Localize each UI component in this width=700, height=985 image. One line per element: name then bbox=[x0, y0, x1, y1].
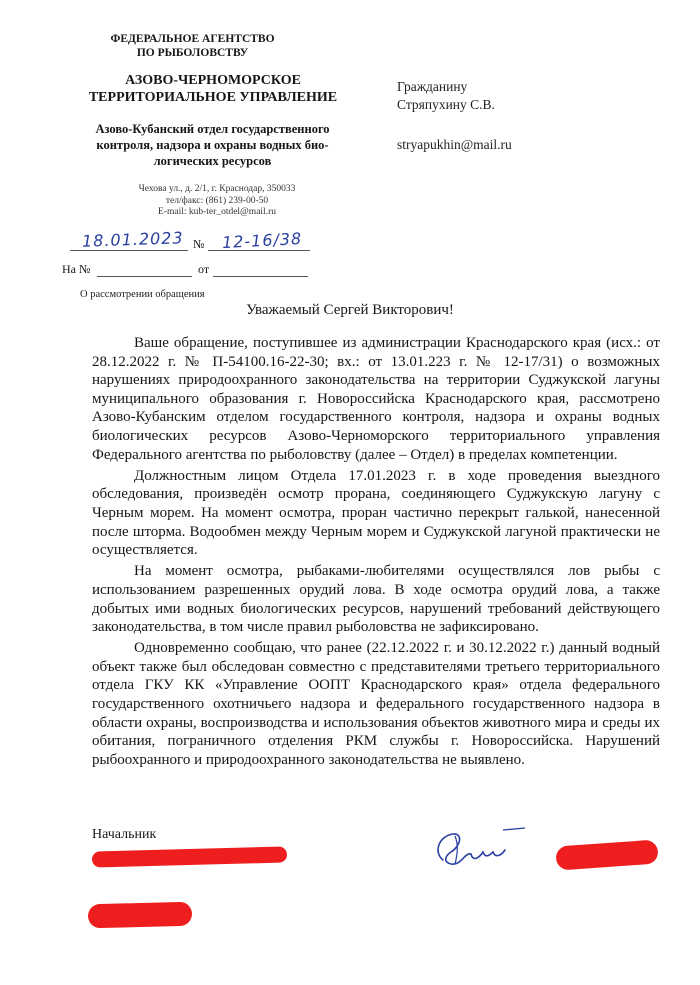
letter-body bbox=[92, 334, 660, 772]
body-paragraph: Ваше обращение, поступившее из администрации Краснодарского края (исх.: от 28.12.2022 г. № П-54100.16-22-30; вх.: от 13.01.223 г. № 12-17/31) о возможных нарушениях природоохранного законодательства на территории Суджукской лагуны муниципального образования г. Новороссийска Краснодарского края, рассмотрено Азово-Кубанским отделом государственного контроля, надзора и охраны водных биологических ресурсов Азово-Черноморского территориального управления Федерального агентства по рыболовству (далее – Отдел) в пределах компетенции. bbox=[92, 335, 660, 463]
body-paragraph: Должностным лицом Отдела 17.01.2023 г. в ходе проведения выездного обследования, произведён осмотр прорана, соединяющего Суджукскую лагуну с Черным морем. На момент осмотра, проран частично перекрыт галькой, нанесенной после шторма. Водообмен между Черным морем и Суджукской лагуной практически не осуществляется. bbox=[92, 467, 660, 559]
reference-date-line bbox=[213, 276, 308, 277]
number-label: № bbox=[193, 237, 205, 251]
territorial-administration-name: АЗОВО-ЧЕРНОМОРСКОЕ ТЕРРИТОРИАЛЬНОЕ УПРАВЛЕНИЕ bbox=[88, 73, 338, 105]
recipient-title: Гражданину bbox=[397, 79, 468, 94]
redacted-signer-surname bbox=[555, 839, 658, 870]
redacted-executor-info bbox=[88, 902, 193, 929]
reference-date-label: от bbox=[198, 262, 210, 276]
signer-position: Начальник bbox=[92, 827, 157, 842]
department-address: Чехова ул., д. 2/1, г. Краснодар, 350033 тел/факс: (861) 239-00-50 E-mail: kub-ter_otdel@mail.ru bbox=[138, 184, 296, 217]
body-paragraph: Одновременно сообщаю, что ранее (22.12.2022 г. и 30.12.2022 г.) данный водный объект также был обследован совместно с представителями третьего территориального отдела ГКУ КК «Управление ООПТ Краснодарского края» отдела федерального государственного охотничьего надзора и федерального государственного надзора в области охраны, воспроизводства и использования объектов животного мира и среды их обитания, пограничного отделения РКМ службы г. Новороссийска. Нарушений рыбоохранного и природоохранного законодательства не выявлено. bbox=[92, 640, 660, 768]
recipient-email: stryapukhin@mail.ru bbox=[397, 137, 512, 152]
agency-name: ФЕДЕРАЛЬНОЕ АГЕНТСТВО ПО РЫБОЛОВСТВУ bbox=[110, 33, 275, 59]
handwritten-date: 18.01.2023 bbox=[81, 228, 184, 251]
reference-number-label: На № bbox=[62, 262, 91, 276]
handwritten-number: 12-16/38 bbox=[221, 228, 303, 253]
body-paragraph: На момент осмотра, рыбаками-любителями осуществлялся лов рыбы с использованием разрешенных орудий лова. В ходе осмотра орудий лова, а также добытых ими водных биологических ресурсов, нарушений требований действующего законодательства, в том числе правил рыболовства не зафиксировано. bbox=[92, 563, 660, 636]
salutation: Уважаемый Сергей Викторович! bbox=[246, 302, 454, 318]
letter-subject: О рассмотрении обращения bbox=[80, 289, 205, 300]
reference-number-line bbox=[97, 276, 192, 277]
redacted-signer-name bbox=[92, 846, 287, 867]
department-name: Азово-Кубанский отдел государственного контроля, надзора и охраны водных био- логических ресурсов bbox=[95, 122, 330, 168]
recipient-name: Стряпухину С.В. bbox=[397, 97, 495, 112]
handwritten-signature bbox=[425, 822, 535, 874]
